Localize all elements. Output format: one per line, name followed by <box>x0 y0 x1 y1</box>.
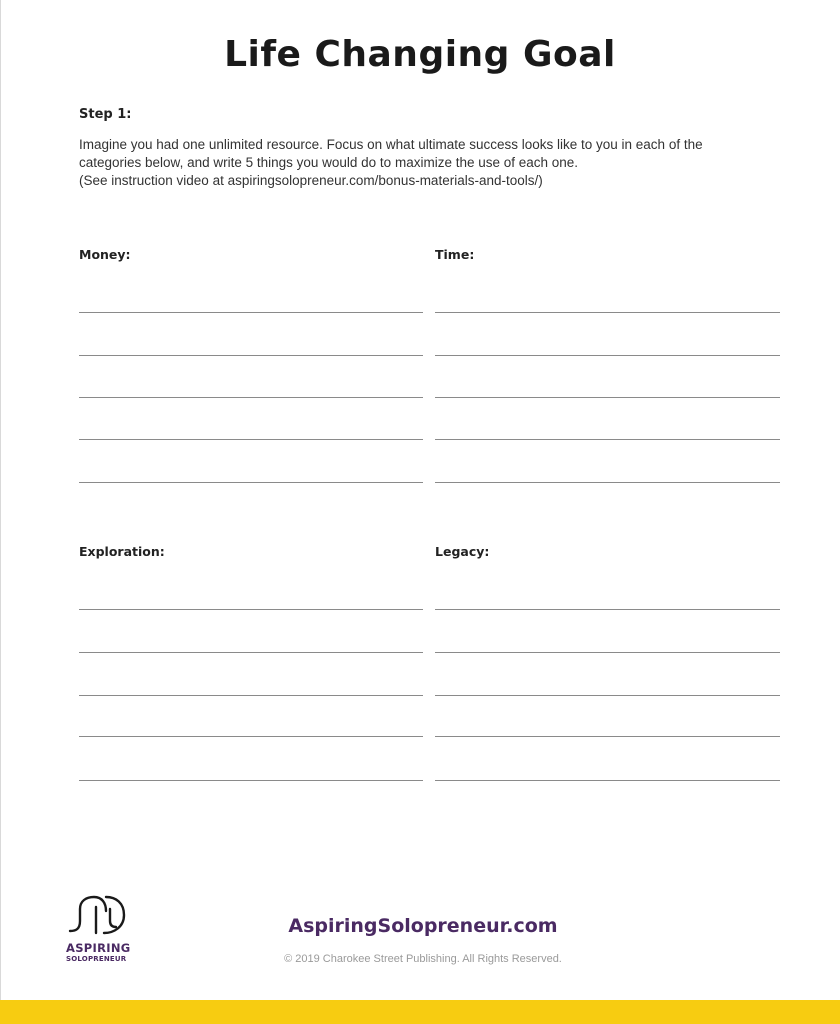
legacy-answer-line[interactable] <box>435 609 780 610</box>
footer-copyright: © 2019 Charokee Street Publishing. All Rights Reserved. <box>284 953 562 965</box>
step-label: Step 1: <box>79 107 132 122</box>
exploration-answer-line[interactable] <box>79 736 423 737</box>
time-label: Time: <box>435 247 475 262</box>
instructions-line: (See instruction video at aspiringsolopreneur.com/bonus-materials-and-tools/) <box>79 173 543 188</box>
time-answer-line[interactable] <box>435 482 780 483</box>
logo-name: ASPIRING <box>66 941 131 955</box>
page-border <box>0 0 1 1000</box>
footer-accent-bar <box>0 1000 840 1024</box>
money-answer-line[interactable] <box>79 355 423 356</box>
logo-tagline: SOLOPRENEUR <box>66 955 127 963</box>
exploration-answer-line[interactable] <box>79 652 423 653</box>
legacy-label: Legacy: <box>435 544 490 559</box>
time-answer-line[interactable] <box>435 439 780 440</box>
legacy-answer-line[interactable] <box>435 736 780 737</box>
legacy-answer-line[interactable] <box>435 780 780 781</box>
money-label: Money: <box>79 247 131 262</box>
money-answer-line[interactable] <box>79 397 423 398</box>
instructions <box>79 136 779 190</box>
exploration-answer-line[interactable] <box>79 780 423 781</box>
time-answer-line[interactable] <box>435 312 780 313</box>
instructions-line: categories below, and write 5 things you would do to maximize the use of each one. <box>79 155 579 170</box>
footer-website-link[interactable]: AspiringSolopreneur.com <box>288 915 558 937</box>
time-answer-line[interactable] <box>435 355 780 356</box>
money-answer-line[interactable] <box>79 439 423 440</box>
instructions-line: Imagine you had one unlimited resource. Focus on what ultimate success looks like to you in each of the <box>79 137 703 152</box>
legacy-answer-line[interactable] <box>435 652 780 653</box>
page-title: Life Changing Goal <box>224 34 616 75</box>
legacy-answer-line[interactable] <box>435 695 780 696</box>
exploration-label: Exploration: <box>79 544 165 559</box>
money-answer-line[interactable] <box>79 482 423 483</box>
exploration-answer-line[interactable] <box>79 609 423 610</box>
money-answer-line[interactable] <box>79 312 423 313</box>
exploration-answer-line[interactable] <box>79 695 423 696</box>
time-answer-line[interactable] <box>435 397 780 398</box>
